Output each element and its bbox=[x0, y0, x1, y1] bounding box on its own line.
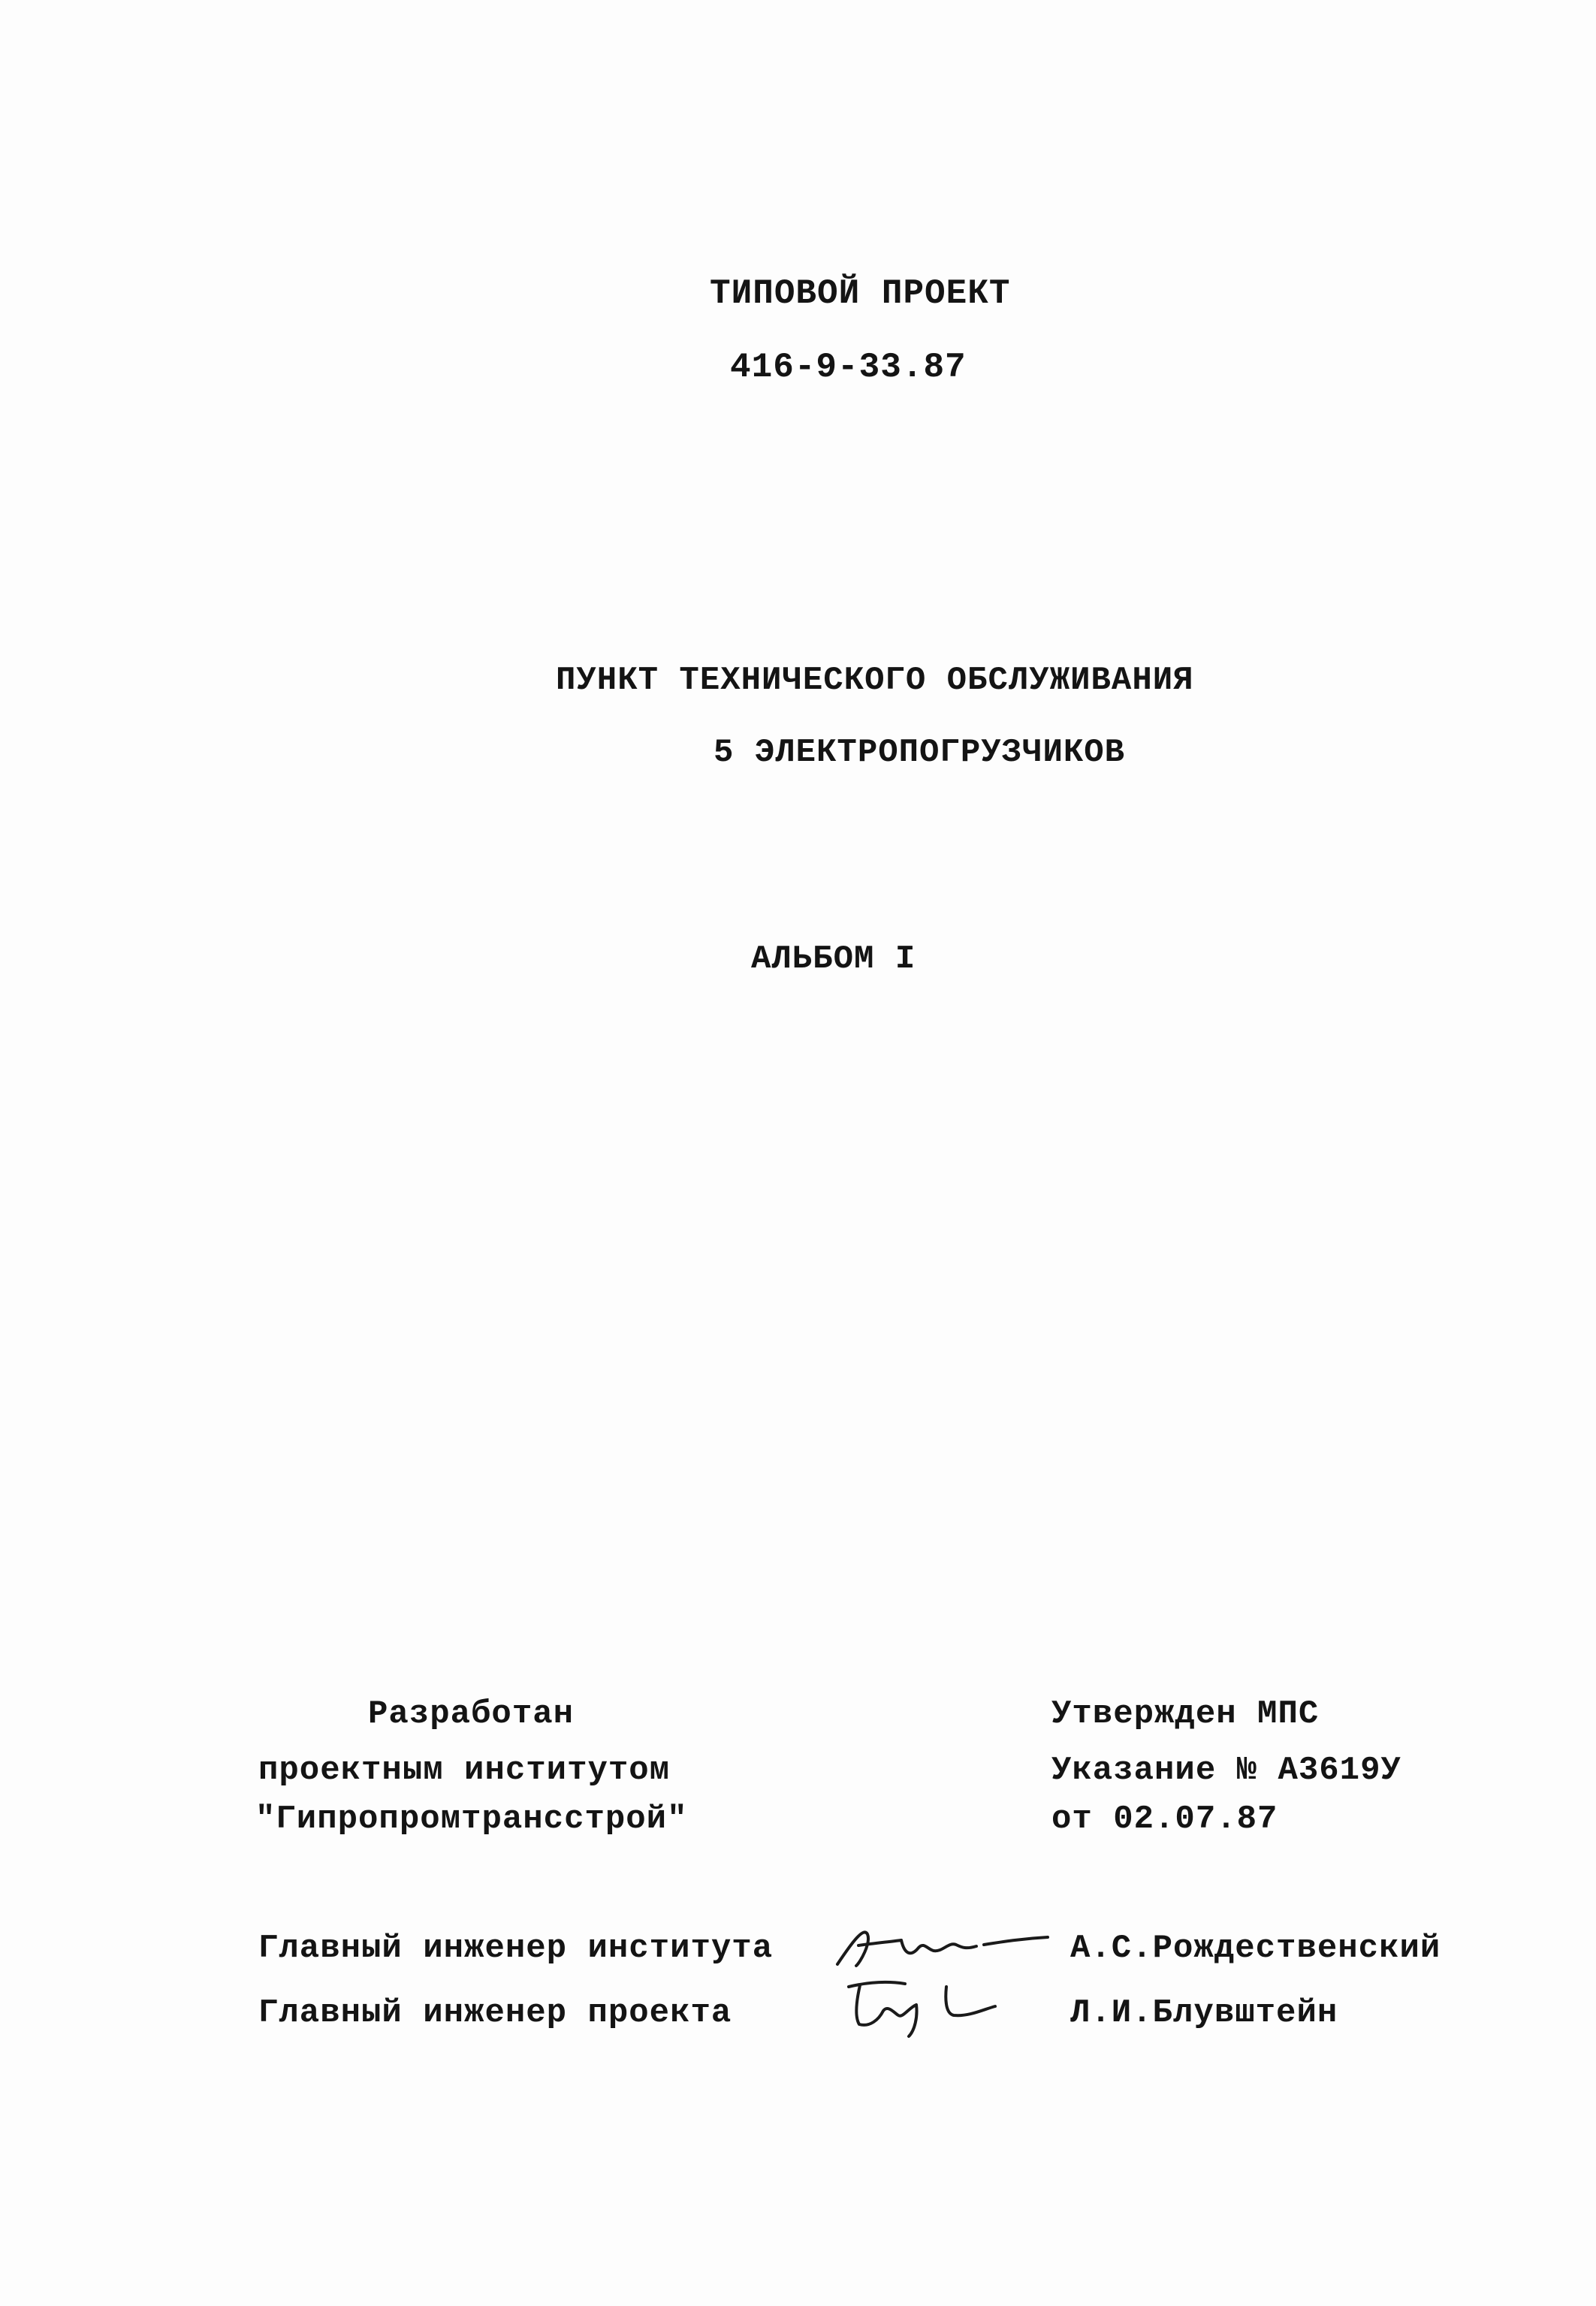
handwritten-signature-2 bbox=[834, 1972, 1006, 2039]
developer-line-2: проектным институтом bbox=[258, 1752, 671, 1789]
approval-line-1: Утвержден МПС bbox=[1051, 1695, 1320, 1733]
handwritten-signature-1 bbox=[830, 1912, 1055, 1979]
project-title-line-1: ПУНКТ ТЕХНИЧЕСКОГО ОБСЛУЖИВАНИЯ bbox=[556, 662, 1194, 699]
doc-type-heading: ТИПОВОЙ ПРОЕКТ bbox=[710, 274, 1011, 313]
developer-line-1: Разработан bbox=[368, 1695, 575, 1733]
project-title-line-2: 5 ЭЛЕКТРОПОГРУЗЧИКОВ bbox=[714, 734, 1126, 771]
signature-role-1: Главный инженер института bbox=[258, 1930, 774, 1967]
approval-line-3: от 02.07.87 bbox=[1051, 1800, 1278, 1838]
approval-line-2: Указание № А3619У bbox=[1051, 1752, 1401, 1789]
developer-line-3: "Гипропромтрансстрой" bbox=[255, 1800, 688, 1838]
signature-role-2: Главный инженер проекта bbox=[258, 1994, 732, 2032]
album-label: АЛЬБОМ I bbox=[751, 940, 916, 978]
signature-name-1: А.С.Рождественский bbox=[1070, 1930, 1441, 1967]
signature-name-2: Л.И.Блувштейн bbox=[1070, 1994, 1338, 2032]
doc-number: 416-9-33.87 bbox=[730, 348, 967, 387]
